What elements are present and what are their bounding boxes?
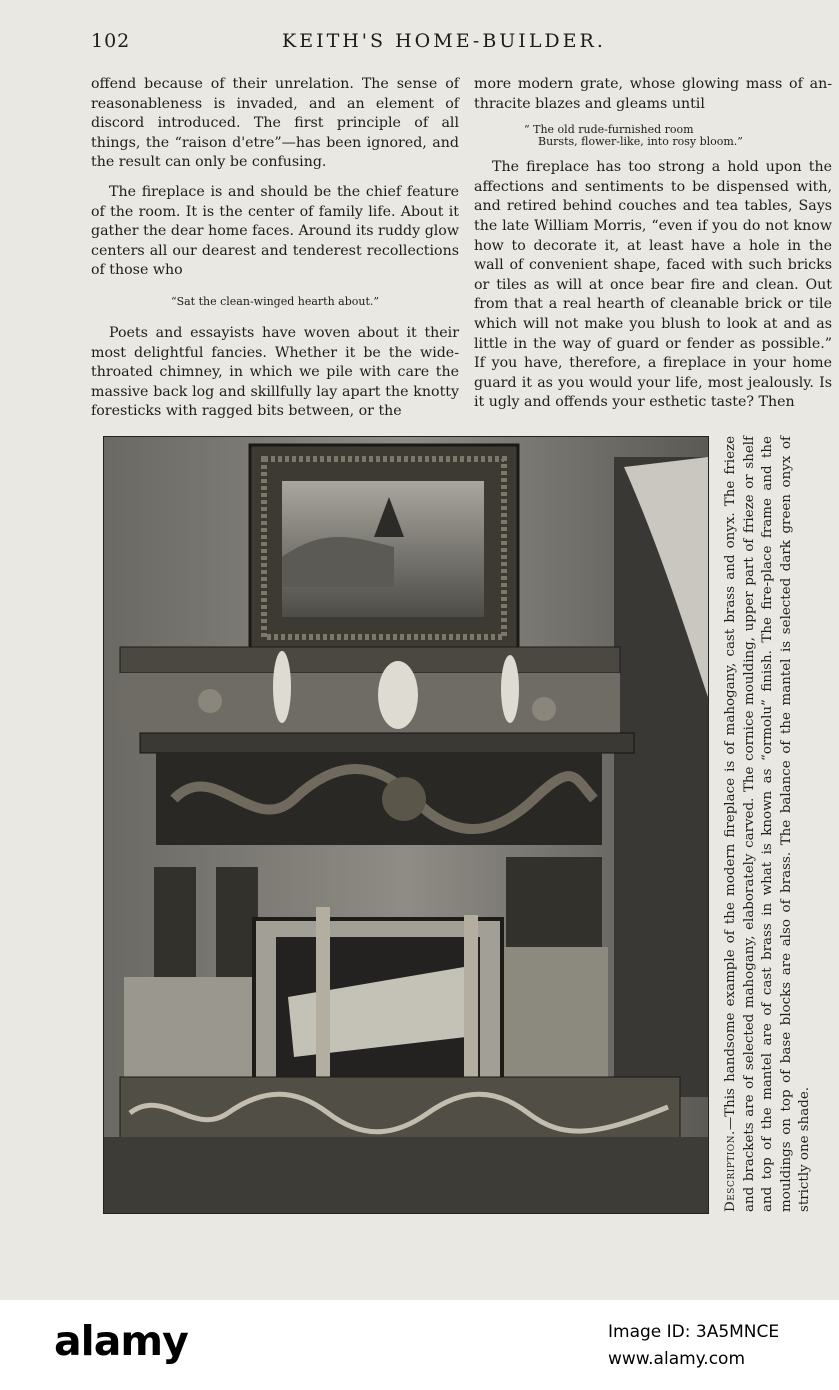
left-paragraph-2: The fireplace is and should be the chief feature of the room. It is the center of family life. About it gather the dear home faces. Around its ruddy glow centers all our dearest and tenderest recollections of those who <box>91 183 459 279</box>
left-paragraph-1: offend because of their unrelation. The sense of reasonableness is invaded, and an element of discord introduced. The first principle of all things, the “raison d'etre”—has been ignored, and the result can only be confusing. <box>91 76 459 171</box>
alamy-logo: alamy <box>54 1317 188 1365</box>
image-id: Image ID: 3A5MNCE <box>608 1322 780 1342</box>
right-column <box>474 75 832 423</box>
running-title: KEITH'S HOME-BUILDER. <box>282 30 606 52</box>
caption-text: —This handsome example of the modern fireplace is of mahogany, cast brass and onyx. The frieze and brackets are of selected mahogany, elaborately carved. The cornice moulding, upper part of frieze or shelf and top of the mantel are of cast brass in what is known as “ormolu” finish. The fire-place frame and the mouldings on top of base blocks are also of brass. The balance of the mantel is selected dark green onyx of strictly one shade. <box>723 436 813 1212</box>
right-paragraph-1: more modern grate, whose glowing mass of an-thracite blazes and gleams until <box>474 76 832 112</box>
right-quote <box>524 124 832 148</box>
alamy-url: www.alamy.com <box>608 1349 746 1369</box>
right-quote-line-2: Bursts, flower-like, into rosy bloom.” <box>538 135 743 149</box>
fireplace-illustration <box>104 437 708 1213</box>
caption-lead: Description. <box>723 1130 738 1212</box>
right-quote-line-1: “ The old rude-furnished room <box>524 123 694 137</box>
left-paragraph-3: Poets and essayists have woven about it their most delightful fancies. Whether it be the wide-throated chimney, in which we pile with care the massive back log and skillfully lay apart the knotty foresticks with ragged bits between, or the <box>91 324 459 420</box>
left-column <box>91 75 459 432</box>
fireplace-photograph <box>103 436 709 1214</box>
stock-footer <box>0 1300 839 1390</box>
page-number: 102 <box>91 30 131 52</box>
right-paragraph-2: The fireplace has too strong a hold upon the affections and sentiments to be dispensed with, and retired behind couches and tea tables, Says the late William Morris, “even if you do not know how to decorate it, at least have a hole in the wall of convenient shape, faced with such bricks or tiles as will at once bear fire and clean. Out from that a real hearth of cleanable brick or tile which will not make you blush to look at and as little in the way of guard or fender as possible.” If you have, therefore, a fireplace in your home guard it as you would your life, most jealously. Is it ugly and offends your esthetic taste? Then <box>474 159 832 411</box>
photo-caption <box>722 436 822 1212</box>
left-quote: “Sat the clean-winged hearth about.” <box>170 294 380 308</box>
